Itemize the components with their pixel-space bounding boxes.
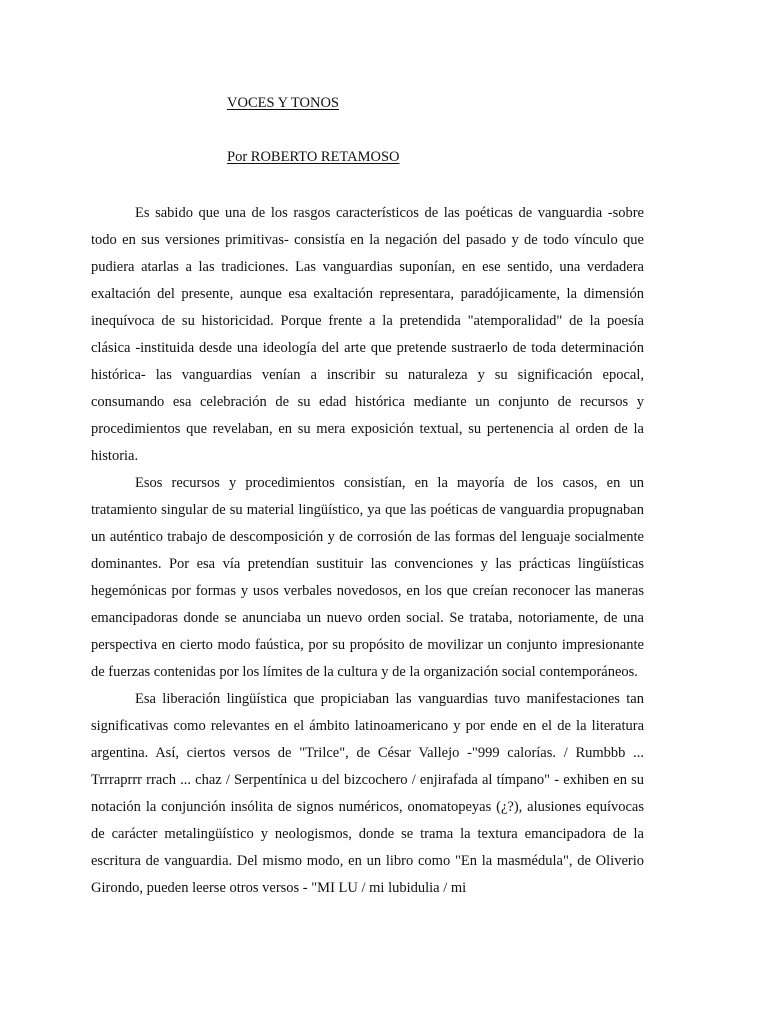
paragraph-1: Es sabido que una de los rasgos característicos de las poéticas de vanguardia -sobre todo en sus versiones primitivas- consistía en la negación del pasado y de todo vínculo que pudiera atarlas a las tradiciones. Las vanguardias suponían, en ese sentido, una verdadera exaltación del presente, aunque esa exaltación representara, paradójicamente, la dimensión inequívoca de su historicidad. Porque frente a la pretendida "atemporalidad" de la poesía clásica -instituida desde una ideología del arte que pretende sustraerlo de toda determinación histórica- las vanguardias venían a inscribir su naturaleza y su significación epocal, consumando esa celebración de su edad histórica mediante un conjunto de recursos y procedimientos que revelaban, en su mera exposición textual, su pertenencia al orden de la historia. — [91, 205, 644, 464]
paragraph-3: Esa liberación lingüística que propiciaban las vanguardias tuvo manifestaciones tan significativas como relevantes en el ámbito latinoamericano y por ende en el de la literatura argentina. Así, ciertos versos de "Trilce", de César Vallejo -"999 calorías. / Rumbbb ... Trrraprrr rrach ... chaz / Serpentínica u del bizcochero / enjirafada al tímpano" - exhiben en su notación la conjunción insólita de signos numéricos, onomatopeyas (¿?), alusiones equívocas de carácter metalingüístico y neologismos, donde se trama la textura emancipadora de la escritura de vanguardia. Del mismo modo, en un libro como "En la masmédula", de Oliverio Girondo, pueden leerse otros versos - "MI LU / mi lubidulia / mi — [91, 691, 644, 896]
author-line: Por ROBERTO RETAMOSO — [227, 149, 400, 165]
document-body — [91, 200, 644, 902]
document-title: VOCES Y TONOS — [227, 95, 339, 111]
paragraph-2: Esos recursos y procedimientos consistían, en la mayoría de los casos, en un tratamiento singular de su material lingüístico, ya que las poéticas de vanguardia propugnaban un auténtico trabajo de descomposición y de corrosión de las formas del lenguaje socialmente dominantes. Por esa vía pretendían sustituir las convenciones y las prácticas lingüísticas hegemónicas por formas y usos verbales novedosos, en los que creían reconocer las maneras emancipadoras donde se anunciaba un nuevo orden social. Se trataba, notoriamente, de una perspectiva en cierto modo faústica, por su propósito de movilizar un conjunto impresionante de fuerzas contenidas por los límites de la cultura y de la organización social contemporáneos. — [91, 475, 644, 680]
